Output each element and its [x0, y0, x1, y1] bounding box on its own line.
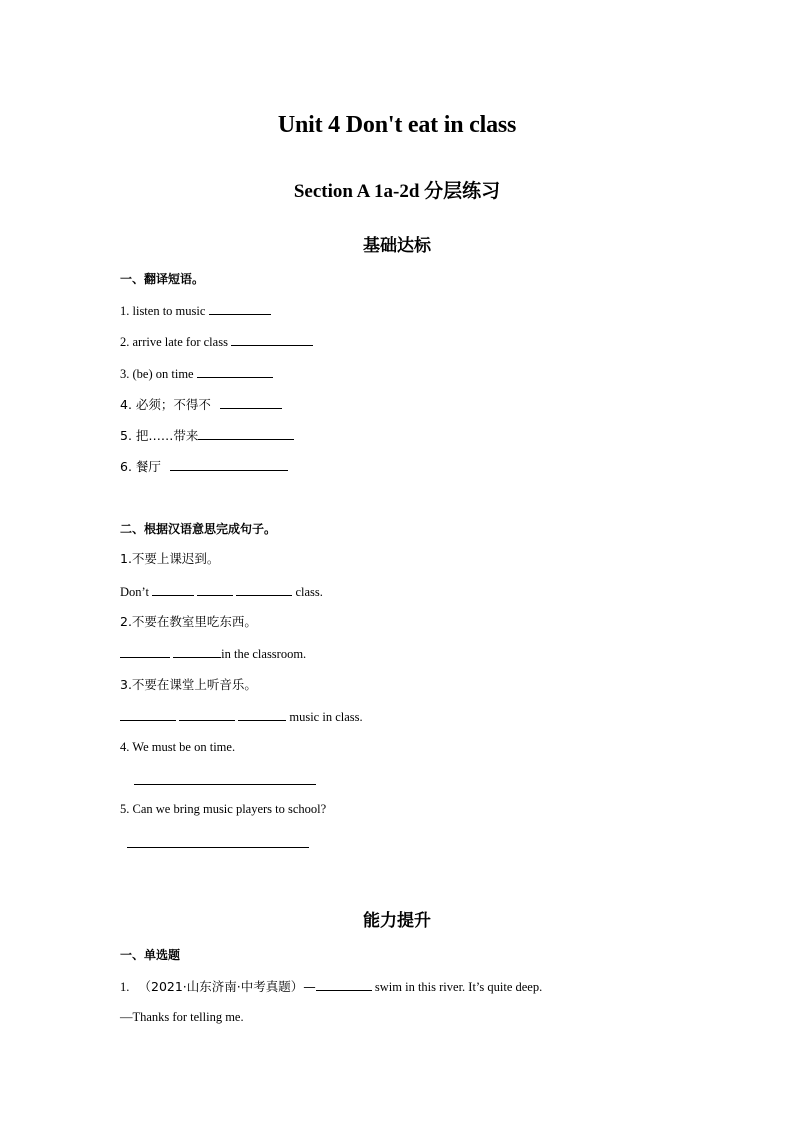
answer-line[interactable] [134, 784, 316, 785]
answer-blank[interactable] [238, 708, 286, 721]
sentence-end: in the classroom. [221, 647, 307, 661]
question-text: swim in this river. It’s quite deep. [374, 980, 543, 994]
answer-blank[interactable] [209, 302, 271, 315]
answer-blank[interactable] [120, 708, 176, 721]
answer-line[interactable] [127, 847, 309, 848]
phrase-item-3 [120, 365, 273, 382]
section-heading-translate: 一、翻译短语。 [120, 272, 205, 286]
level-heading-advanced: 能力提升 [363, 911, 431, 931]
level-heading-basic: 基础达标 [363, 236, 431, 256]
answer-blank[interactable] [236, 583, 292, 596]
sentence-5-english: 5. Can we bring music players to school? [120, 802, 327, 816]
sentence-start: Don’t [120, 585, 149, 599]
sentence-1-chinese: 1.不要上课迟到。 [120, 551, 220, 566]
phrase-text: 4. 必须；不得不 [120, 397, 211, 412]
answer-blank[interactable] [231, 333, 313, 346]
phrase-item-4 [120, 396, 282, 413]
sentence-end: music in class. [289, 710, 363, 724]
answer-blank[interactable] [316, 978, 372, 991]
answer-blank[interactable] [198, 427, 294, 440]
page-subtitle: Section A 1a-2d 分层练习 [293, 181, 501, 202]
choice-question-1-reply: —Thanks for telling me. [120, 1010, 244, 1024]
answer-blank[interactable] [179, 708, 235, 721]
phrase-item-6 [120, 458, 288, 475]
question-source: （2021·山东济南·中考真题）— [138, 979, 316, 994]
sentence-2-chinese: 2.不要在教室里吃东西。 [120, 614, 257, 629]
phrase-text: 5. 把……带来 [120, 428, 199, 443]
phrase-text: 2. arrive late for class [120, 335, 228, 349]
answer-blank[interactable] [197, 583, 233, 596]
answer-blank[interactable] [220, 396, 282, 409]
sentence-1-english [120, 583, 323, 600]
choice-question-1 [120, 978, 542, 995]
phrase-text: 1. listen to music [120, 304, 206, 318]
sentence-3-english [120, 708, 363, 725]
phrase-text: 3. (be) on time [120, 367, 194, 381]
phrase-item-1 [120, 302, 271, 319]
answer-blank[interactable] [197, 365, 273, 378]
answer-blank[interactable] [173, 645, 221, 658]
phrase-item-2 [120, 333, 313, 350]
page-title: Unit 4 Don't eat in class [277, 112, 517, 138]
answer-blank[interactable] [152, 583, 194, 596]
answer-blank[interactable] [170, 458, 288, 471]
phrase-item-5 [120, 427, 294, 444]
sentence-4-english: 4. We must be on time. [120, 740, 236, 754]
answer-blank[interactable] [120, 645, 170, 658]
phrase-text: 6. 餐厅 [120, 459, 161, 474]
sentence-3-chinese: 3.不要在课堂上听音乐。 [120, 677, 257, 692]
section-heading-single-choice: 一、单选题 [120, 948, 181, 962]
section-heading-complete-sentences: 二、根据汉语意思完成句子。 [120, 522, 277, 536]
question-number: 1. [120, 980, 130, 994]
sentence-end: class. [295, 585, 323, 599]
sentence-2-english [120, 645, 306, 662]
